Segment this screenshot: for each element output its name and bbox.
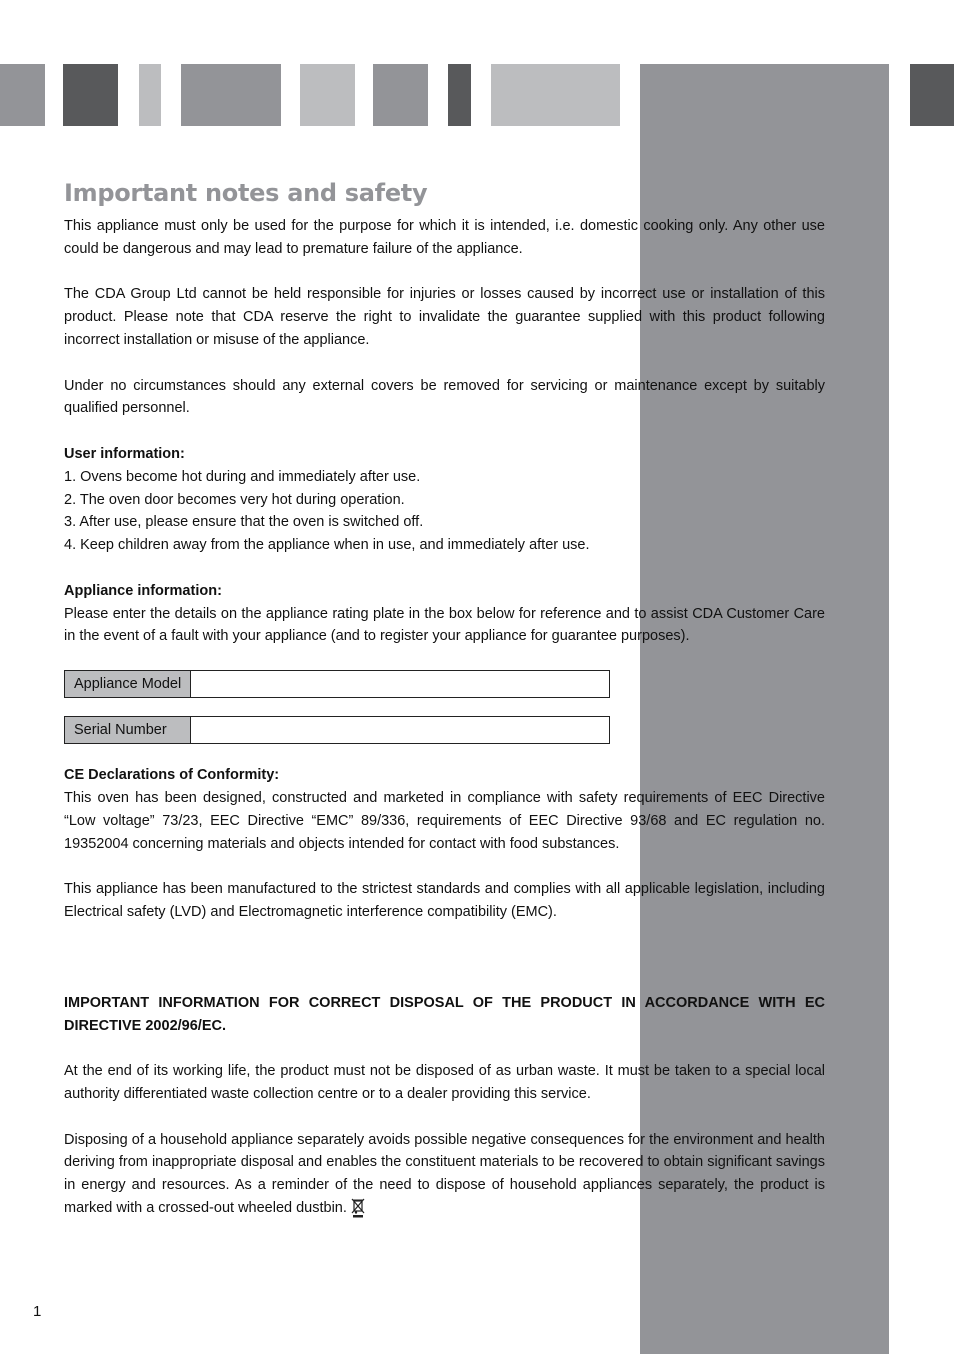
header-block-6	[373, 64, 428, 126]
disposal-paragraph: Disposing of a household appliance separately avoids possible negative consequences for the environment and health deriving from inappropriate disposal and enables the constituent materials to be recovered to obtain significant savings in energy and resources. As a reminder of the need to dispose of household appliances separately, the product is marked with a crossed-out wheeled dustbin.	[64, 1131, 825, 1216]
user-info-heading: User information:	[64, 445, 185, 462]
user-info-item: 4. Keep children away from the appliance when in use, and immediately after use.	[64, 537, 590, 554]
disposal-paragraph-with-icon	[64, 1129, 825, 1220]
appliance-model-label: Appliance Model	[65, 671, 191, 697]
appliance-info-text: Please enter the details on the appliance rating plate in the box below for reference and to assist CDA Customer Care in the event of a fault with your appliance (and to register your appliance for guarantee purposes).	[64, 605, 825, 645]
header-block-8	[491, 64, 620, 126]
appliance-model-field[interactable]	[191, 671, 609, 697]
disposal-paragraph: At the end of its working life, the product must not be disposed of as urban waste. It must be taken to a special local authority differentiated waste collection centre or to a dealer providing this service.	[64, 1063, 825, 1102]
header-block-9	[910, 64, 954, 126]
crossed-out-wheeled-bin-icon	[351, 1198, 365, 1218]
intro-paragraph: This appliance must only be used for the purpose for which it is intended, i.e. domestic cooking only. Any other use could be dangerous and may lead to premature failure of the appliance.	[64, 218, 825, 257]
serial-number-row	[64, 716, 610, 744]
header-block-2	[63, 64, 118, 126]
user-info-item: 2. The oven door becomes very hot during operation.	[64, 491, 405, 508]
main-content	[64, 177, 825, 1220]
page-number: 1	[33, 1303, 42, 1320]
page-title: Important notes and safety	[64, 179, 428, 207]
intro-paragraph: The CDA Group Ltd cannot be held responsible for injuries or losses caused by incorrect use or installation of this product. Please note that CDA reserve the right to invalidate the guarantee supplied with this product following incorrect installation or misuse of the appliance.	[64, 286, 825, 348]
appliance-model-row	[64, 670, 610, 698]
header-block-1	[0, 64, 45, 126]
serial-number-label: Serial Number	[65, 717, 191, 743]
header-block-3	[139, 64, 161, 126]
serial-number-field[interactable]	[191, 717, 609, 743]
disposal-heading: IMPORTANT INFORMATION FOR CORRECT DISPOSAL OF THE PRODUCT IN ACCORDANCE WITH EC DIRECTIVE 2002/96/EC.	[64, 994, 825, 1034]
appliance-info-heading: Appliance information:	[64, 582, 222, 599]
ce-paragraph: This oven has been designed, constructed and marketed in compliance with safety requirements of EEC Directive “Low voltage” 73/23, EEC Directive “EMC” 89/336, requirements of EEC Directive 93/68 and EC regulation no. 19352004 concerning materials and objects intended for contact with food substances.	[64, 789, 825, 852]
ce-heading: CE Declarations of Conformity:	[64, 767, 280, 784]
intro-paragraph: Under no circumstances should any external covers be removed for servicing or maintenance except by suitably qualified personnel.	[64, 377, 825, 417]
user-info-item: 3. After use, please ensure that the oven is switched off.	[64, 514, 424, 531]
header-block-7	[448, 64, 471, 126]
header-block-4	[181, 64, 281, 126]
user-info-item: 1. Ovens become hot during and immediately after use.	[64, 468, 421, 485]
ce-paragraph: This appliance has been manufactured to the strictest standards and complies with all applicable legislation, including Electrical safety (LVD) and Electromagnetic interference compatibility (EMC).	[64, 881, 825, 920]
header-block-5	[300, 64, 355, 126]
